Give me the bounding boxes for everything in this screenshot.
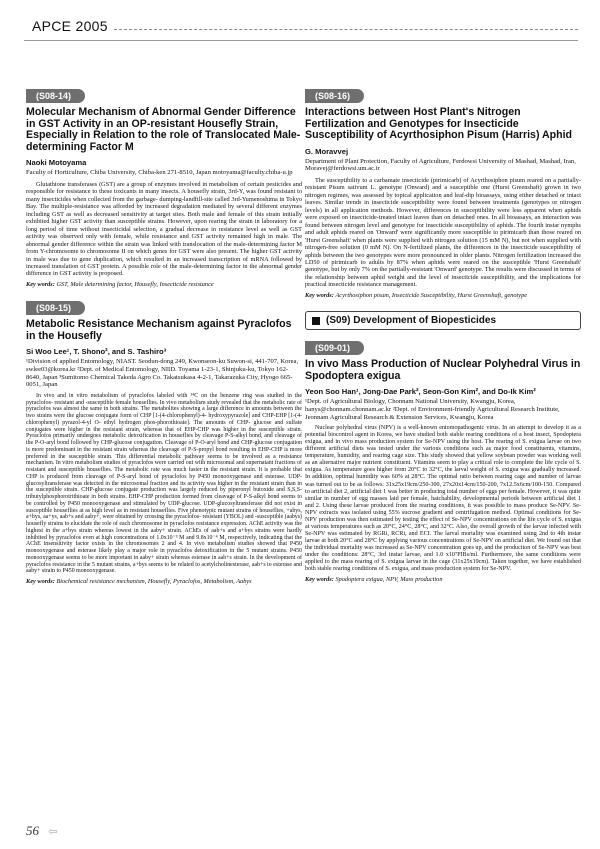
abstract-code-badge: (S08-15) — [26, 301, 85, 315]
abstract-title: In vivo Mass Production of Nuclear Polyhedral Virus in Spodoptera exigua — [305, 358, 581, 382]
conference-title: APCE 2005 — [32, 18, 108, 34]
abstract-authors: G. Moravvej — [305, 146, 349, 156]
abstract-s08-16 — [305, 86, 581, 299]
abstract-body: Nuclear polyhedral virus (NPV) is a well-known entomopathogenic virus. In an attempt to develop it as a potential biocontrol agent in Korea, we have studied both stable rearing conditions of a host insect, Spodoptera exigua, and in vivo mass production system for Se-NPV using the host. The rearing of S. exigua larvae on two different artificial diets was tested under the various conditions such as major food constituents, vitamins, temperature, humidity, and rearing cage size. This study showed that yellow soybean powder was working well as an alternative major nutrient constituent. Vitamins seem to play a critical role to complete the life cycle of S. exigua. As temperature goes higher from 20°C to 32°C, the larval weight of S. exigua was gradually increased. In addition, optimal humidity was 60% at 28°C. The optimal ratio between rearing cage and number of larvae was turned out to be as follows: 31x25x19cm/250-300, 27x20x14cm/150-200, 7x12.5x6cm/100-150. Compared to artificial diet 2, artificial diet 1 was better in producing total number of eggs per female. However, it was quite similar in number of egg masses laid per female, hatchability, developmental periods between artificial diet 1 and 2. Using these larvae produced from the rearing conditions, it was possible to mass produce Se-NPV. Se-NPV extracts was isolated using 55% sucrose gradient and centrifugation method. Optimal conditions for Se-NPV production was then estimated by testing the effect of Se-NPV concentrations on the life cycle of S. exigua at various temperatures such as 20°C, 24°C, 28°C, and 32°C. Also, the overall growth of the larvae infected with Se-NPV was estimated by RGRi, RCRi, and ECI. The larval mortality was examined using 2nd to 4th instar larvae at both 20°C and 28°C by applying various concentrations of Se-NPV on artificial diet. We found out that the individual mortality was increased as Se-NPV concentration goes up, and the production of Se-NPV was best under the conditions: 28°C, 3rd instar larvae, and 1.0 x10⁷PIBs/ml. Furthermore, the same conditions were applied to the mass rearing of S. exigua larvae in the cage (31x25x19cm). Taken together, we have established both stable rearing conditions of S. exigua, and mass production system for Se-NPV. — [305, 425, 581, 573]
right-column — [305, 86, 581, 584]
abstract-code-badge: (S08-16) — [305, 89, 364, 103]
abstract-authors: Si Woo Lee¹, T. Shono², and S. Tashiro³ — [26, 347, 167, 357]
session-heading — [305, 311, 581, 330]
abstract-affiliation: Department of Plant Protection, Faculty of Agriculture, Ferdowsi University of Mashad, Mashad, Iran, Moravej@ferdowsi.um.ac.ir — [305, 157, 576, 173]
abstract-s09-01 — [305, 338, 581, 583]
session-label: (S09) Development of Biopesticides — [326, 315, 497, 327]
page-header — [24, 10, 578, 40]
keywords-label: Key words: — [26, 280, 55, 288]
abstract-title: Molecular Mechanism of Abnormal Gender Difference in GST Activity in an OP-resistant Housefly Strain, Especially in Relation to the role of Translocated Male-determining Factor M — [26, 106, 301, 153]
abstract-keywords — [305, 292, 581, 299]
page-number: 56 — [26, 823, 39, 838]
arrow-left-icon: ⇦ — [48, 826, 58, 838]
square-bullet-icon — [312, 317, 320, 325]
keywords-text: GST, Male determining factor, Housefly, Insecticide resistance — [56, 280, 214, 288]
abstract-body: Glutathione transferases (GST) are a group of enzymes involved in metabolism of certain pesticides and responsible for resistance to these toxicants in many insects. A housefly strain, 3rd-Y, was found resistant to many insecticides when collected from the garbage- dumping-landfill-site called 3rd-Yumenoshima in Tokyo Bay. The multiple-resistance was afforded by increased degradation mediated by several different enzymes including GST as well as decreased sensitivity at target sites. Both male and female of this strain initially exhibited higher GST activity than susceptible strains. However, upon rearing the strain in laboratory for a long period of time without insecticidal selection, a gradual decrease in resistance level as well as GST activity was observed only with female, while resistance and GST activity remained high in male. The abnormal gender difference within the strain was linked with translocation of the male-determining factor M from Y-chromosome to chromosome II on which genes for GST were also present. The higher GST activity in male was due to gene duplication, which resulted in an increased transcription of mRNA followed by increased translation of GST protein. A possible role of the male-determining factor in the abnormal gender difference in GST activity is proposed. — [26, 180, 302, 278]
abstract-title: Interactions between Host Plant's Nitrogen Fertilization and Genotypes for Insecticide Susceptibility of Acyrthosiphon Pisum (Harris) Aphid — [305, 106, 573, 142]
keywords-label: Key words: — [26, 578, 55, 586]
header-dashed-rule — [114, 29, 578, 30]
keywords-text: Biochemical resistance mechanism, Housefly, Pyraclofos, Metabolism, Aabys — [56, 578, 252, 586]
abstract-body: In vivo and in vitro metabolism of pyraclofos labeled with ¹⁴C on the benzene ring was studied in the pyraclofos- resistant and -susceptible female houseflies. In vivo metabolism study revealed that the metabolic rate of pyraclofos was almost the same in both strains. The metabolites showing a large difference in amounts between the two strains were the glucose conjugate form of CHP [1-(4-chlorophenyl)-4- hydroxypyrazole] and CHP-EHP [1-(4-chlorophenyl) pyrazol-4-yl O- ethyl hydrogen phos-phorothioate]. The amounts of CHP- glucose and sulfate conjugates were higher in the resistant strain, whereas that of EHP-CHP was higher in the susceptible strain. Pyraclofos primarily undergoes metabolic detoxification in houseflies by cleavage P-S-alkyl bond, and cleavage of the P-O-aryl bond followed by CHP-glucose conjugation. Cleavage of P-O-aryl bond and CHP-glucose conjugation is more predominant in the resistant strain whereas the cleavage of P-S-propyl bond resulting in EHP-CHP is more preferred in the susceptible strain. This differential metabolic pathway seems to be involved as a resistance mechanism. In vitro metabolism studies of pyraclofos were carried out with microsomal and supernatant fractions of resistant and susceptible houseflies. The metabolic rate was much faster in the resistant strain. It is probable that CHP is produced from cleavage of P-S-aryl bond of pyraclofos by P450 monooxygenase and esterase. UDP-glucosyltransferase was detected in the microsomal fraction and its activity was higher in the resistant strain than in the susceptible strain. CHP-glucose conjugate production was largely reduced by piperonyl butoxide and S,S,S-tributylphosphorotrithioate in both strains. EHP-CHP production formed from cleavage of P-S-alkyl bond seems to be controlled by P450 monooxygenase and stimulated by UDP-glucose. UDP-glucosyltransferase did not exist in susceptible houseflies at as high level as in resistant houseflies. Five phenotypic mutant strains of houseflies, +abys, a+bys, aa+ys, aab+s and aaby+, were obtained by crossing the pyraclofos- resistant (YBOL) and -susceptible (aabys) housefly strains to elucidate the role of each chromosome in pyraclofos resistance expression. AChE activity was the highest in the a+bys strain whereas lowest in the aaby+ strain. AChEs of aab+s and a+bys strains were hardly inhibited by pyraclofos even at high concentrations of 1.0x10⁻³ M and 9.8x10⁻⁴ M, respectively, indicating that the AChE insensitivity factor exists in the chromosomes 2 and 4. In vivo metabolism studies showed that P450 monooxygenase and esterase likely play a major role in pyraclofos detoxification in the 5 mutant strains. P450 monooxygenase seems to be more important in aaby+ strain whereas esterase in aab+s strain. In the development of pyraclofos resistance in the 5 mutant strains, a+bys seems to be related to acetylcholinesterase, aab+s to esterase and aaby+ strain to P450 monooxygenase. — [26, 392, 302, 575]
keywords-text: Spodoptera exigua, NPV, Mass production — [335, 576, 443, 584]
abstract-affiliation: Faculty of Horticulture, Chiba University, Chiba-ken 271-8510, Japan motoyama@faculty.chiba-u.jp — [26, 169, 293, 177]
abstract-code-badge: (S09-01) — [305, 341, 364, 355]
abstract-keywords — [26, 578, 302, 585]
abstract-affiliation: ¹Division of applied Entomology, NIAST. Seodun-dong 249, Kwonseon-ku Suwon-si, 441-707, Korea, swlee03@korea.kr ²Dept. of Medical Entomology, NIID. Toyama 1-23-1, Shinjuku-ku, Tokyo 162-8640, Japan ³Sumitomo Chemical Takeda Agro Co. Takatsukasa 4-2-1, Takarazuka City, Hyogo 665-0051, Japan — [26, 358, 299, 389]
abstract-keywords — [305, 576, 581, 583]
keywords-label: Key words: — [305, 291, 334, 299]
abstract-code-badge: (S08-14) — [26, 89, 85, 103]
abstract-s08-15 — [26, 298, 302, 585]
left-column — [26, 86, 302, 585]
abstract-affiliation: ¹Dept. of Agricultural Biology, Chonnam National University, Kwangju, Korea, hanys@chonnam.chonnam.ac.kr ²Dept. of Environment-friendly Agricultural Research Institute, Jeonnam Agricultural Research & Extension Services, Kwangju, Korea — [305, 398, 560, 421]
abstract-authors: Yeon Soo Han¹, Jong-Dae Park², Seon-Gon Kim², and Do-Ik Kim² — [305, 387, 536, 397]
keywords-text: Acyrthosiphon pisum, Insecticide Susceptibility, Hurst Greenshaft, genotype — [335, 291, 528, 299]
abstract-authors: Naoki Motoyama — [26, 158, 87, 168]
keywords-label: Key words: — [305, 576, 334, 584]
abstract-title: Metabolic Resistance Mechanism against Pyraclofos in the Housefly — [26, 318, 292, 342]
abstract-body: The susceptibility to a carbamate insecticide (pirimicarb) of Acyrthosiphon pisum reared on a partially-resistant Pisum sativum L. genotype (Onward) and a susceptible one (Hurst Greenshaft) grown in two nitrogen regimes, was assessed by topical application and leaf-dip bioassays, using either detached or intact leaves. Similar trends in insecticide susceptibility were found between treatments (genotypes or nitrogen levels) in all application methods. However, differences in susceptibility were less apparent when aphids were exposed on insecticide-treated intact leaves than on detached ones. In all bioassays, an interaction was found between nitrogen level and genotype for insecticide susceptibility of aphids. The fourth instar nymphs and adult aphids reared on 'Onward' were significantly more susceptible to pirimicarb than those reared on 'Hurst Greenshaft' when plants were supplied with nitrogen solution (15 mM N), but not when supplied with nitrogen-free solution (0 mM N). On N-fertilized plants, the differences in the insecticide susceptibility of aphids between the two genotypes were more pronounced in older plants. Nitrogen fertilization increased the LD50 of pirimicarb to adults by 87% when aphids were reared on the susceptible 'Hurst Greenshaft' genotype, but by only 7% on the partially-resistant 'Onward' genotype. The results were discussed in terms of the relationship between aphid weight and the level of insecticide susceptibility, and the implications for practical insecticide resistance management. — [305, 176, 581, 289]
abstract-keywords — [26, 281, 302, 288]
abstract-s08-14 — [26, 86, 302, 288]
header-rule — [24, 40, 578, 41]
page-footer — [26, 823, 57, 839]
